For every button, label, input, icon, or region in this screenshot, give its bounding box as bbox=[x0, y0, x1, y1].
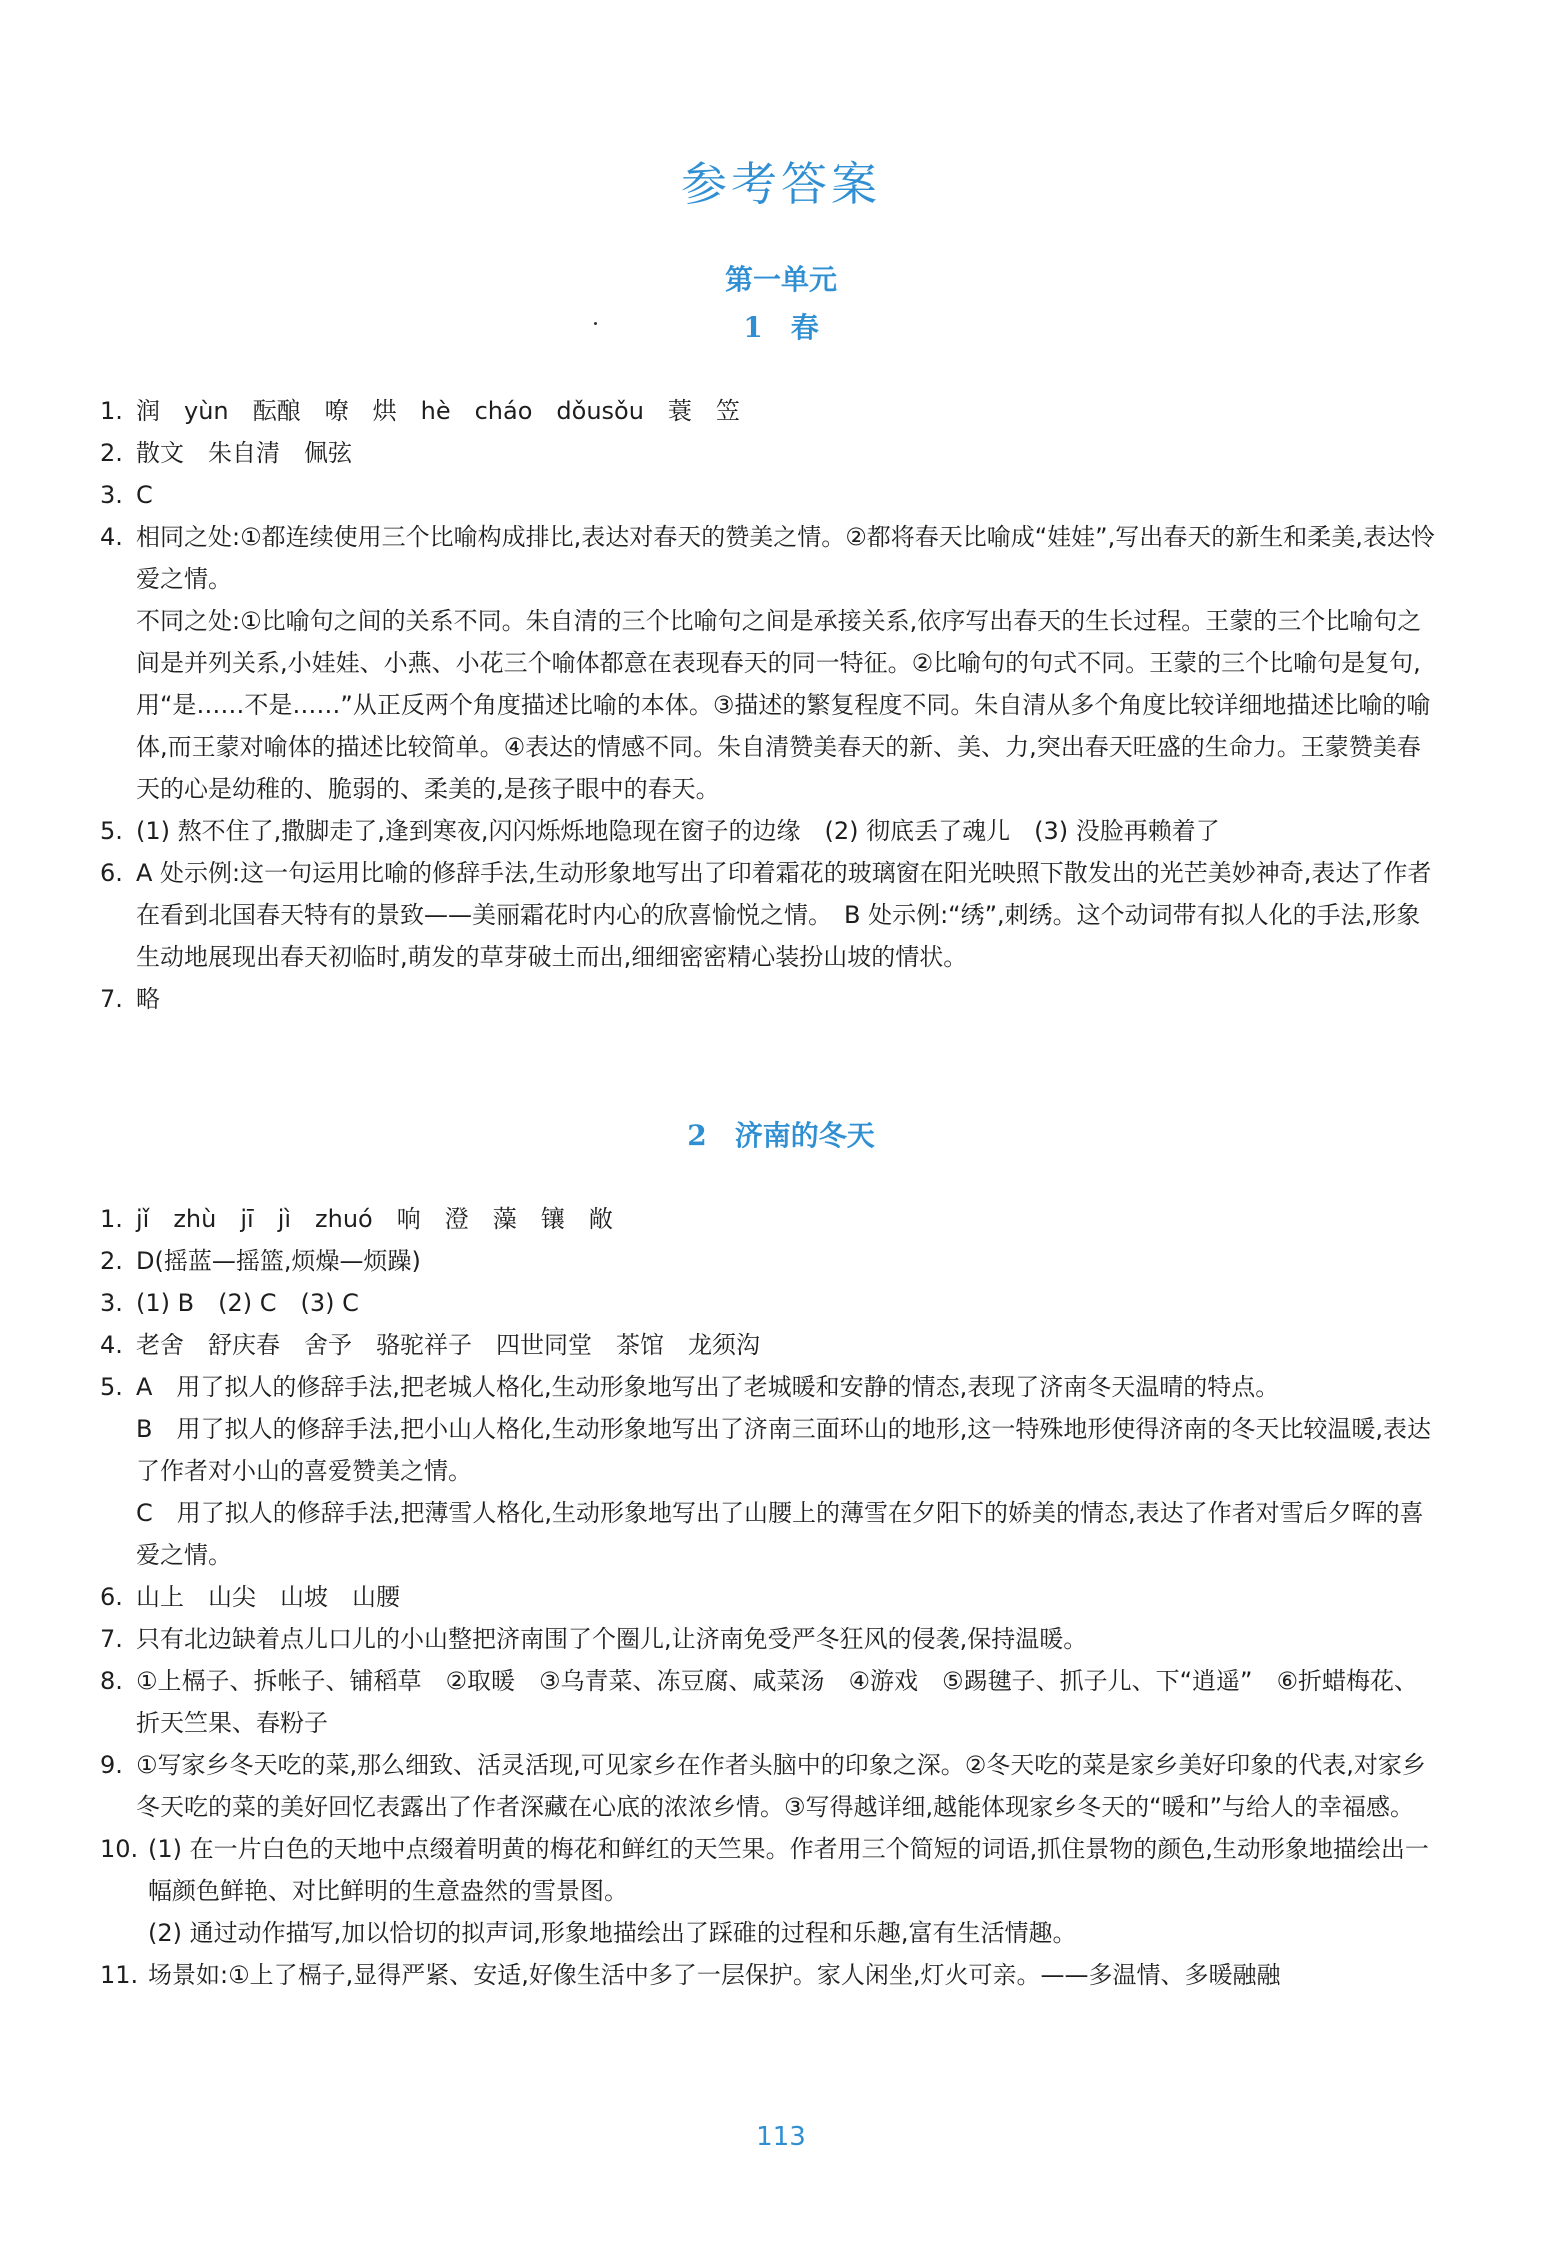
stray-dot bbox=[594, 322, 597, 325]
answer-item bbox=[100, 1576, 1440, 1618]
answer-number: 1. bbox=[100, 397, 123, 425]
answer-text: 润 yùn 酝酿 嘹 烘 hè cháo dǒusǒu 蓑 笠 bbox=[136, 397, 740, 425]
answer-number: 4. bbox=[100, 523, 123, 551]
answer-item bbox=[100, 1744, 1440, 1828]
lesson-name: 春 bbox=[790, 311, 819, 344]
answer-item bbox=[100, 810, 1440, 852]
answer-item bbox=[100, 852, 1440, 978]
answer-text: 场景如:①上了槅子,显得严紧、安适,好像生活中多了一层保护。家人闲坐,灯火可亲。——多温情、多暖融融 bbox=[148, 1961, 1281, 1989]
answer-number: 8. bbox=[100, 1667, 123, 1695]
lesson-number: 2 bbox=[687, 1119, 707, 1152]
answer-text: 山上 山尖 山坡 山腰 bbox=[136, 1583, 400, 1611]
answer-item bbox=[100, 474, 1440, 516]
lesson-2-answers bbox=[100, 1198, 1440, 1996]
answer-number: 6. bbox=[100, 1583, 123, 1611]
answer-item bbox=[100, 1240, 1440, 1282]
answer-text: 老舍 舒庆春 舍予 骆驼祥子 四世同堂 茶馆 龙须沟 bbox=[136, 1331, 760, 1359]
answer-text: 不同之处:①比喻句之间的关系不同。朱自清的三个比喻句之间是承接关系,依序写出春天的生长过程。王蒙的三个比喻句之间是并列关系,小娃娃、小燕、小花三个喻体都意在表现春天的同一特征。②比喻句的句式不同。王蒙的三个比喻句是复句,用“是……不是……”从正反两个角度描述比喻的本体。③描述的繁复程度不同。朱自清从多个角度比较详细地描述比喻的喻体,而王蒙对喻体的描述比较简单。④表达的情感不同。朱自清赞美春天的新、美、力,突出春天旺盛的生命力。王蒙赞美春天的心是幼稚的、脆弱的、柔美的,是孩子眼中的春天。 bbox=[136, 607, 1431, 803]
answer-text: (1) 熬不住了,撒脚走了,逢到寒夜,闪闪烁烁地隐现在窗子的边缘 (2) 彻底丢了魂儿 (3) 没脸再赖着了 bbox=[136, 817, 1220, 845]
answer-item bbox=[100, 1366, 1440, 1576]
answer-number: 5. bbox=[100, 1373, 123, 1401]
answer-text: (1) 在一片白色的天地中点缀着明黄的梅花和鲜红的天竺果。作者用三个简短的词语,抓住景物的颜色,生动形象地描绘出一幅颜色鲜艳、对比鲜明的生意盎然的雪景图。 bbox=[148, 1835, 1429, 1905]
lesson-name: 济南的冬天 bbox=[734, 1119, 875, 1152]
page-number: 113 bbox=[756, 2122, 806, 2152]
answer-number: 10. bbox=[100, 1835, 139, 1863]
answer-text: ①写家乡冬天吃的菜,那么细致、活灵活现,可见家乡在作者头脑中的印象之深。②冬天吃的菜是家乡美好印象的代表,对家乡冬天吃的菜的美好回忆表露出了作者深藏在心底的浓浓乡情。③写得越详细,越能体现家乡冬天的“暖和”与给人的幸福感。 bbox=[136, 1751, 1426, 1821]
answer-number: 9. bbox=[100, 1751, 123, 1779]
answer-number: 3. bbox=[100, 481, 123, 509]
answer-item bbox=[100, 1198, 1440, 1240]
answer-text: jǐ zhù jī jì zhuó 响 澄 藻 镶 敞 bbox=[136, 1205, 613, 1233]
answer-number: 4. bbox=[100, 1331, 123, 1359]
unit-title: 第一单元 bbox=[724, 263, 837, 296]
lesson-1-title bbox=[0, 306, 1562, 346]
page-title: 参考答案 bbox=[681, 157, 881, 211]
answer-item bbox=[100, 978, 1440, 1020]
answer-item bbox=[100, 1954, 1440, 1996]
answer-text: 只有北边缺着点儿口儿的小山整把济南围了个圈儿,让济南免受严冬狂风的侵袭,保持温暖。 bbox=[136, 1625, 1088, 1653]
answer-item bbox=[100, 1324, 1440, 1366]
lesson-2-title bbox=[0, 1114, 1562, 1154]
answer-text: 相同之处:①都连续使用三个比喻构成排比,表达对春天的赞美之情。②都将春天比喻成“娃娃”,写出春天的新生和柔美,表达怜爱之情。 bbox=[136, 523, 1435, 593]
lesson-1-answers bbox=[100, 390, 1440, 1020]
answer-text: C bbox=[136, 481, 153, 509]
answer-item bbox=[100, 1660, 1440, 1744]
answer-text: (1) B (2) C (3) C bbox=[136, 1289, 359, 1317]
answer-item bbox=[100, 516, 1440, 810]
answer-number: 1. bbox=[100, 1205, 123, 1233]
answer-number: 7. bbox=[100, 1625, 123, 1653]
answer-text: 略 bbox=[136, 985, 160, 1013]
answer-text: A 用了拟人的修辞手法,把老城人格化,生动形象地写出了老城暖和安静的情态,表现了济南冬天温晴的特点。 bbox=[136, 1373, 1280, 1401]
answer-number: 7. bbox=[100, 985, 123, 1013]
answer-number: 2. bbox=[100, 1247, 123, 1275]
answer-number: 5. bbox=[100, 817, 123, 845]
answer-number: 3. bbox=[100, 1289, 123, 1317]
answer-text: ①上槅子、拆帐子、铺稻草 ②取暖 ③乌青菜、冻豆腐、咸菜汤 ④游戏 ⑤踢毽子、抓子儿、下“逍遥” ⑥折蜡梅花、折天竺果、春粉子 bbox=[136, 1667, 1418, 1737]
answer-item bbox=[100, 1618, 1440, 1660]
answer-item bbox=[100, 432, 1440, 474]
answer-text: C 用了拟人的修辞手法,把薄雪人格化,生动形象地写出了山腰上的薄雪在夕阳下的娇美的情态,表达了作者对雪后夕晖的喜爱之情。 bbox=[136, 1499, 1424, 1569]
answer-number: 6. bbox=[100, 859, 123, 887]
answer-item bbox=[100, 390, 1440, 432]
answer-text: 散文 朱自清 佩弦 bbox=[136, 439, 352, 467]
answer-item bbox=[100, 1282, 1440, 1324]
answer-number: 2. bbox=[100, 439, 123, 467]
answer-text: (2) 通过动作描写,加以恰切的拟声词,形象地描绘出了踩碓的过程和乐趣,富有生活情趣。 bbox=[148, 1919, 1077, 1947]
answer-text: D(摇蓝—摇篮,烦燥—烦躁) bbox=[136, 1247, 421, 1275]
lesson-number: 1 bbox=[743, 311, 763, 344]
answer-number: 11. bbox=[100, 1961, 139, 1989]
answer-text: B 用了拟人的修辞手法,把小山人格化,生动形象地写出了济南三面环山的地形,这一特殊地形使得济南的冬天比较温暖,表达了作者对小山的喜爱赞美之情。 bbox=[136, 1415, 1431, 1485]
answer-text: A 处示例:这一句运用比喻的修辞手法,生动形象地写出了印着霜花的玻璃窗在阳光映照下散发出的光芒美妙神奇,表达了作者在看到北国春天特有的景致——美丽霜花时内心的欣喜愉悦之情。 B 处示例:“绣”,刺绣。这个动词带有拟人化的手法,形象生动地展现出春天初临时,萌发的草芽破土而出,细细密密精心装扮山坡的情状。 bbox=[136, 859, 1432, 971]
answer-item bbox=[100, 1828, 1440, 1954]
